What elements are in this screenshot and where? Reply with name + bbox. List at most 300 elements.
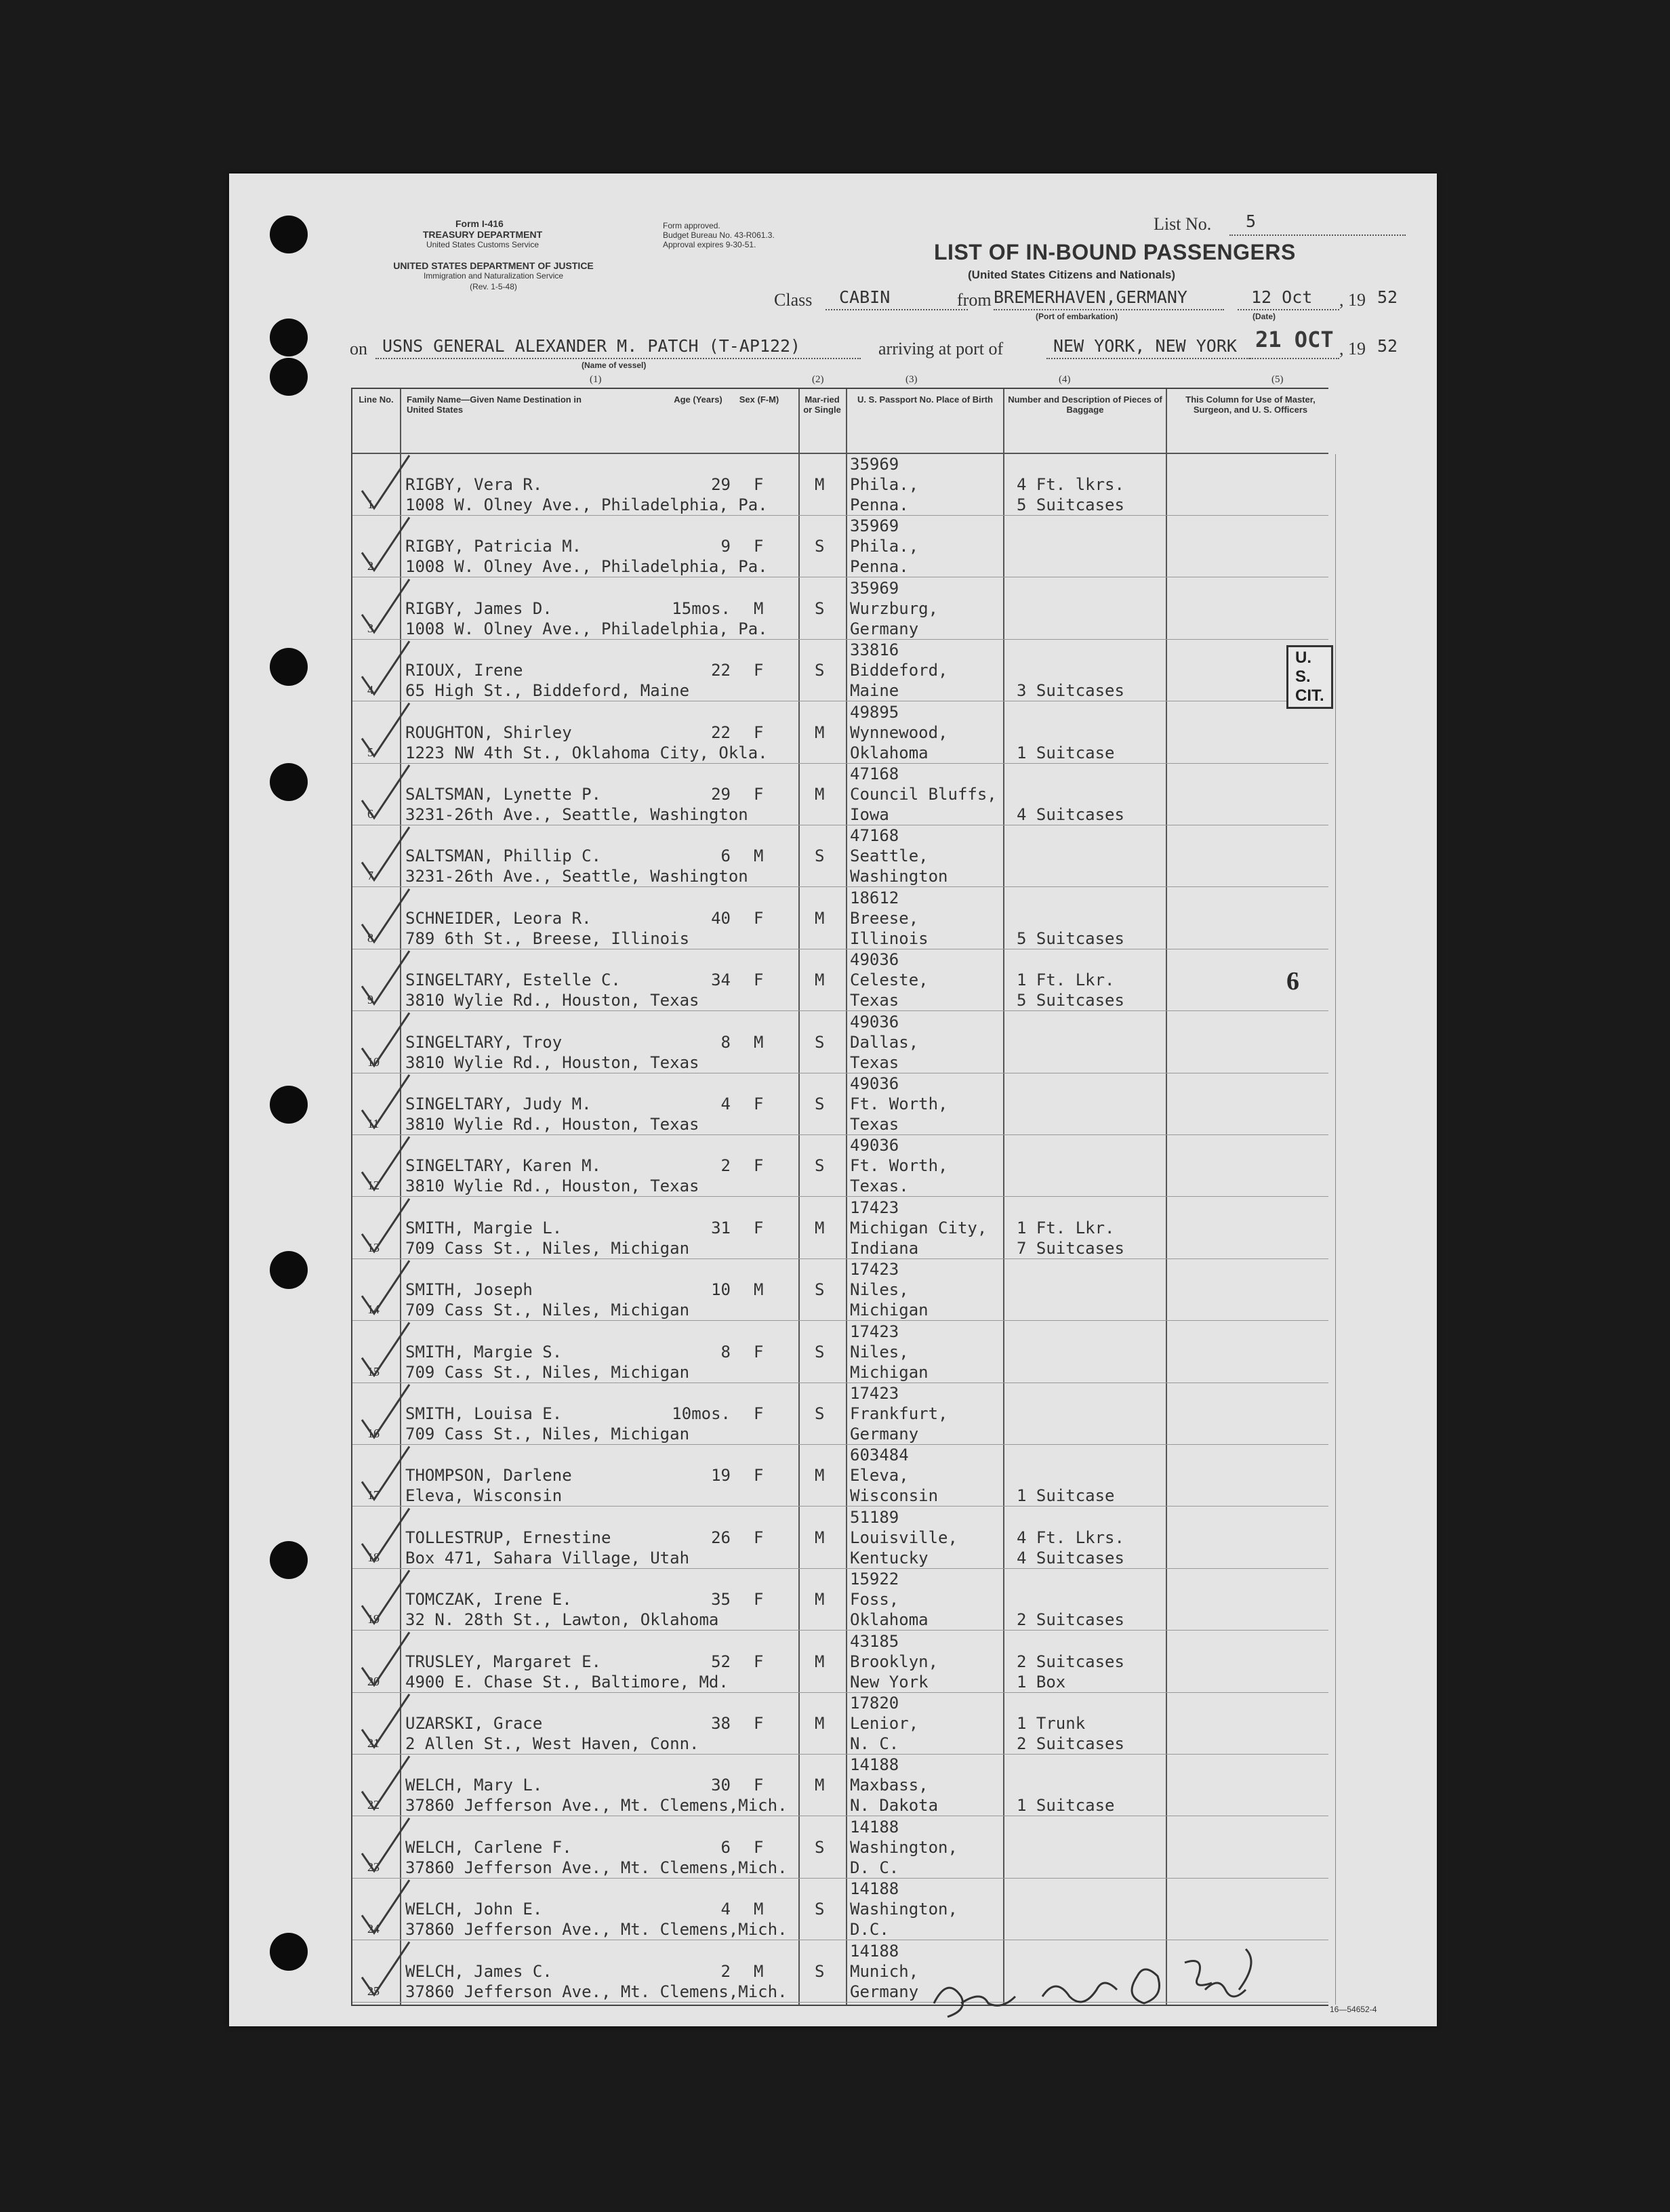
list-no-value: 5	[1246, 211, 1257, 231]
checkmark	[362, 1446, 409, 1499]
passenger-address: 1008 W. Olney Ave., Philadelphia, Pa.	[405, 557, 768, 577]
passenger-address: 1223 NW 4th St., Oklahoma City, Okla.	[405, 743, 768, 762]
birth-state: Iowa	[850, 805, 889, 824]
page-title: LIST OF IN-BOUND PASSENGERS	[934, 240, 1296, 264]
passenger-age: 52	[711, 1652, 731, 1671]
birth-state: Texas	[850, 1052, 899, 1072]
passenger-sex: F	[754, 1776, 764, 1795]
passport-number: 47168	[850, 826, 899, 846]
line-number: 14	[367, 1303, 380, 1317]
birth-state: Kentucky	[850, 1548, 929, 1568]
marital-status: M	[815, 475, 825, 494]
passport-number: 17423	[850, 1384, 899, 1403]
marital-status: S	[815, 1032, 825, 1052]
passenger-age: 22	[711, 661, 731, 680]
marital-status: S	[815, 1900, 825, 1919]
passport-number: 17423	[850, 1260, 899, 1279]
passenger-sex: F	[754, 1404, 764, 1423]
passenger-sex: F	[754, 1218, 764, 1237]
passenger-name: THOMPSON, Darlene	[405, 1466, 572, 1486]
baggage-line2: 5 Suitcases	[1017, 991, 1124, 1010]
passport-number: 17423	[850, 1197, 899, 1217]
passenger-sex: F	[754, 1837, 764, 1857]
line-number: 1	[367, 497, 373, 511]
marital-status: S	[815, 1280, 825, 1300]
passenger-age: 2	[720, 1156, 731, 1176]
passport-number: 35969	[850, 578, 899, 598]
marital-status: S	[815, 1837, 825, 1857]
form-approved: Form approved.	[663, 221, 720, 230]
birth-city: Ft. Worth,	[850, 1094, 948, 1113]
passport-number: 49036	[850, 1136, 899, 1155]
from-label: from	[957, 290, 992, 310]
passenger-address: 37860 Jefferson Ave., Mt. Clemens,Mich.	[405, 1920, 788, 1940]
checkmark	[362, 579, 409, 632]
line-number: 10	[367, 1054, 380, 1069]
passenger-address: 3810 Wylie Rd., Houston, Texas	[405, 991, 699, 1010]
passenger-age: 6	[720, 846, 731, 866]
marital-status: S	[815, 598, 825, 618]
birth-city: Wurzburg,	[850, 598, 939, 618]
arrival-port: NEW YORK, NEW YORK	[1053, 336, 1237, 356]
passenger-address: 37860 Jefferson Ave., Mt. Clemens,Mich.	[405, 1982, 788, 2001]
passenger-address: 709 Cass St., Niles, Michigan	[405, 1300, 690, 1320]
checkmark	[362, 1694, 409, 1747]
header-officers: This Column for Use of Master, Surgeon, and U. S. Officers	[1185, 394, 1316, 415]
passenger-name: SMITH, Margie L.	[405, 1218, 563, 1237]
passenger-age: 31	[711, 1218, 731, 1237]
header-name: Family Name—Given Name Destination in United States	[407, 394, 582, 415]
passport-number: 35969	[850, 516, 899, 536]
birth-state: New York	[850, 1672, 929, 1692]
line-number: 11	[367, 1117, 380, 1130]
handwritten-marks	[229, 173, 1437, 2026]
passenger-name: WELCH, John E.	[405, 1900, 543, 1919]
officer-count-mark: 6	[1286, 967, 1299, 996]
passenger-address: 37860 Jefferson Ave., Mt. Clemens,Mich.	[405, 1796, 788, 1816]
passenger-name: SALTSMAN, Lynette P.	[405, 785, 601, 804]
line-number: 17	[367, 1488, 380, 1502]
birth-state: Texas	[850, 991, 899, 1010]
arrival-date: 21 OCT	[1255, 327, 1334, 352]
marital-status: S	[815, 1404, 825, 1423]
passenger-address: 65 High St., Biddeford, Maine	[405, 681, 690, 701]
line-number: 18	[367, 1550, 380, 1564]
marital-status: S	[815, 1342, 825, 1361]
passenger-name: UZARSKI, Grace	[405, 1714, 543, 1733]
checkmark	[362, 1756, 409, 1809]
birth-state: Maine	[850, 681, 899, 701]
passenger-address: 3810 Wylie Rd., Houston, Texas	[405, 1176, 699, 1196]
passenger-address: Box 471, Sahara Village, Utah	[405, 1548, 690, 1568]
departure-date: 12 Oct	[1251, 287, 1313, 307]
departure-year: 52	[1377, 287, 1398, 307]
class-value: CABIN	[839, 287, 891, 307]
inspector-signature	[934, 1949, 1251, 2017]
passenger-age: 29	[711, 475, 731, 494]
birth-state: Oklahoma	[850, 1610, 929, 1630]
passport-number: 14188	[850, 1817, 899, 1837]
passenger-sex: F	[754, 537, 764, 556]
baggage-line1: 1 Trunk	[1017, 1714, 1086, 1733]
baggage-line2: 7 Suitcases	[1017, 1238, 1124, 1258]
passenger-name: WELCH, James C.	[405, 1961, 552, 1981]
birth-city: Munich,	[850, 1961, 919, 1981]
birth-city: Dallas,	[850, 1032, 919, 1052]
passenger-age: 2	[720, 1961, 731, 1981]
birth-state: Washington	[850, 867, 948, 886]
passenger-age: 10mos.	[672, 1404, 731, 1423]
passenger-sex: F	[754, 475, 764, 494]
on-label: on	[350, 339, 367, 359]
col-number-2: (2)	[812, 374, 824, 385]
checkmark	[362, 827, 409, 880]
baggage-line2: 2 Suitcases	[1017, 1734, 1124, 1753]
passport-number: 14188	[850, 1879, 899, 1899]
checkmark	[362, 1509, 409, 1561]
checkmark	[362, 1261, 409, 1313]
passenger-sex: F	[754, 1466, 764, 1486]
passenger-age: 26	[711, 1528, 731, 1547]
birth-state: Oklahoma	[850, 743, 929, 762]
passenger-sex: F	[754, 1714, 764, 1733]
ins-service: Immigration and Naturalization Service	[423, 271, 564, 281]
passenger-name: RIGBY, Vera R.	[405, 475, 543, 494]
passenger-age: 15mos.	[672, 598, 731, 618]
marital-status: S	[815, 1961, 825, 1981]
marital-status: M	[815, 1590, 825, 1610]
passenger-sex: M	[754, 1900, 764, 1919]
col-number-1: (1)	[590, 374, 602, 385]
line-number: 23	[367, 1860, 380, 1874]
passenger-age: 40	[711, 908, 731, 928]
baggage-line2: 1 Box	[1017, 1672, 1066, 1692]
passenger-age: 19	[711, 1466, 731, 1486]
list-no-label: List No.	[1154, 214, 1212, 234]
baggage-line2: 5 Suitcases	[1017, 928, 1124, 948]
passenger-name: SINGELTARY, Judy M.	[405, 1094, 592, 1113]
passenger-age: 6	[720, 1837, 731, 1857]
passenger-name: SINGELTARY, Troy	[405, 1032, 563, 1052]
from-value: BREMERHAVEN,GERMANY	[994, 287, 1187, 307]
baggage-line2: 2 Suitcases	[1017, 1610, 1124, 1630]
line-number: 22	[367, 1798, 380, 1812]
passenger-name: SMITH, Joseph	[405, 1280, 533, 1300]
passenger-age: 8	[720, 1342, 731, 1361]
page-subtitle: (United States Citizens and Nationals)	[968, 268, 1176, 281]
header-line-no: Line No.	[359, 394, 394, 405]
line-number: 21	[367, 1736, 380, 1750]
passport-number: 49036	[850, 1012, 899, 1031]
checkmark	[362, 1136, 409, 1189]
checkmark	[362, 1075, 409, 1128]
port-caption: (Port of embarkation)	[1036, 312, 1118, 321]
checkmark	[362, 1818, 409, 1871]
passport-number: 49036	[850, 1074, 899, 1093]
passport-number: 49036	[850, 950, 899, 970]
passenger-name: TOMCZAK, Irene E.	[405, 1590, 572, 1610]
passenger-sex: F	[754, 970, 764, 990]
marital-status: M	[815, 1776, 825, 1795]
passenger-age: 29	[711, 785, 731, 804]
passport-number: 17820	[850, 1694, 899, 1713]
line-number: 24	[367, 1922, 380, 1936]
form-number: Form I-416	[455, 218, 504, 229]
birth-city: Maxbass,	[850, 1776, 929, 1795]
passport-number: 18612	[850, 888, 899, 907]
checkmark	[362, 951, 409, 1004]
line-number: 3	[367, 621, 373, 635]
passenger-address: 709 Cass St., Niles, Michigan	[405, 1362, 690, 1382]
justice-dept: UNITED STATES DEPARTMENT OF JUSTICE	[393, 260, 594, 271]
passenger-age: 22	[711, 722, 731, 742]
checkmark	[362, 1633, 409, 1685]
birth-state: N. C.	[850, 1734, 899, 1753]
passenger-address: 1008 W. Olney Ave., Philadelphia, Pa.	[405, 619, 768, 638]
birth-city: Washington,	[850, 1837, 958, 1857]
passenger-address: 3231-26th Ave., Seattle, Washington	[405, 805, 748, 824]
baggage-line1: 1 Ft. Lkr.	[1017, 1218, 1115, 1237]
marital-status: S	[815, 1156, 825, 1176]
line-number: 4	[367, 683, 373, 697]
header-age: Age (Years)	[674, 394, 722, 405]
us-citizen-stamp: U. S. CIT.	[1286, 645, 1333, 709]
approval-expires: Approval expires 9-30-51.	[663, 240, 756, 249]
year-label: , 19	[1339, 290, 1366, 310]
passport-number: 33816	[850, 640, 899, 660]
passenger-name: SMITH, Louisa E.	[405, 1404, 563, 1423]
passenger-address: 4900 E. Chase St., Baltimore, Md.	[405, 1672, 729, 1692]
line-number: 6	[367, 807, 373, 821]
line-number: 25	[367, 1984, 380, 1998]
birth-city: Niles,	[850, 1342, 909, 1361]
birth-city: Phila.,	[850, 537, 919, 556]
passport-number: 15922	[850, 1570, 899, 1589]
baggage-line2: 3 Suitcases	[1017, 681, 1124, 701]
treasury-dept: TREASURY DEPARTMENT	[422, 229, 543, 240]
passenger-age: 38	[711, 1714, 731, 1733]
birth-city: Foss,	[850, 1590, 899, 1610]
birth-city: Frankfurt,	[850, 1404, 948, 1423]
birth-city: Breese,	[850, 908, 919, 928]
baggage-line1: 4 Ft. Lkrs.	[1017, 1528, 1124, 1547]
birth-city: Phila.,	[850, 475, 919, 494]
class-label: Class	[774, 290, 813, 310]
passenger-sex: F	[754, 1156, 764, 1176]
passenger-sex: F	[754, 1342, 764, 1361]
baggage-line2: 5 Suitcases	[1017, 495, 1124, 514]
passenger-name: TOLLESTRUP, Ernestine	[405, 1528, 611, 1547]
col-number-4: (4)	[1059, 374, 1071, 385]
baggage-line2: 1 Suitcase	[1017, 743, 1115, 762]
line-number: 7	[367, 869, 373, 883]
marital-status: M	[815, 785, 825, 804]
passenger-address: 3810 Wylie Rd., Houston, Texas	[405, 1052, 699, 1072]
passenger-address: 789 6th St., Breese, Illinois	[405, 928, 690, 948]
passport-number: 43185	[850, 1631, 899, 1651]
passenger-age: 34	[711, 970, 731, 990]
birth-state: Wisconsin	[850, 1486, 939, 1506]
baggage-line1: 1 Ft. Lkr.	[1017, 970, 1115, 990]
passenger-address: 1008 W. Olney Ave., Philadelphia, Pa.	[405, 495, 768, 514]
marital-status: M	[815, 1652, 825, 1671]
passenger-sex: M	[754, 1961, 764, 1981]
passenger-name: TRUSLEY, Margaret E.	[405, 1652, 601, 1671]
birth-city: Lenior,	[850, 1714, 919, 1733]
baggage-line2: 4 Suitcases	[1017, 1548, 1124, 1568]
marital-status: S	[815, 537, 825, 556]
passenger-address: 32 N. 28th St., Lawton, Oklahoma	[405, 1610, 719, 1630]
checkmark	[362, 889, 409, 942]
marital-status: S	[815, 846, 825, 866]
baggage-line1: 2 Suitcases	[1017, 1652, 1124, 1671]
passenger-address: 2 Allen St., West Haven, Conn.	[405, 1734, 699, 1753]
birth-city: Brooklyn,	[850, 1652, 939, 1671]
passenger-name: SINGELTARY, Karen M.	[405, 1156, 601, 1176]
line-number: 5	[367, 745, 373, 759]
checkmark	[362, 765, 409, 818]
passenger-age: 10	[711, 1280, 731, 1300]
marital-status: M	[815, 1714, 825, 1733]
passenger-sex: F	[754, 1094, 764, 1113]
passenger-name: SMITH, Margie S.	[405, 1342, 563, 1361]
arriving-label: arriving at port of	[878, 339, 1004, 359]
col-number-3: (3)	[905, 374, 918, 385]
passport-number: 35969	[850, 455, 899, 474]
checkmark	[362, 1013, 409, 1066]
birth-state: D. C.	[850, 1858, 899, 1877]
marital-status: M	[815, 1466, 825, 1486]
checkmark	[362, 641, 409, 694]
checkmark	[362, 1942, 409, 1995]
passenger-sex: F	[754, 722, 764, 742]
passenger-name: RIGBY, Patricia M.	[405, 537, 582, 556]
passenger-name: SINGELTARY, Estelle C.	[405, 970, 621, 990]
passenger-address: 709 Cass St., Niles, Michigan	[405, 1238, 690, 1258]
passport-number: 47168	[850, 764, 899, 783]
checkmark	[362, 1199, 409, 1252]
passport-number: 603484	[850, 1446, 909, 1465]
birth-state: Michigan	[850, 1362, 929, 1382]
line-number: 12	[367, 1179, 380, 1193]
passenger-address: 709 Cass St., Niles, Michigan	[405, 1425, 690, 1443]
passenger-address: Eleva, Wisconsin	[405, 1486, 563, 1506]
checkmark	[362, 1880, 409, 1933]
passenger-age: 8	[720, 1032, 731, 1052]
marital-status: M	[815, 970, 825, 990]
birth-state: N. Dakota	[850, 1796, 939, 1816]
passenger-age: 35	[711, 1590, 731, 1610]
birth-state: Germany	[850, 1982, 919, 2001]
passenger-address: 3810 Wylie Rd., Houston, Texas	[405, 1115, 699, 1134]
passenger-address: 37860 Jefferson Ave., Mt. Clemens,Mich.	[405, 1858, 788, 1877]
vessel-name: USNS GENERAL ALEXANDER M. PATCH (T-AP122)	[382, 336, 801, 356]
birth-city: Council Bluffs,	[850, 785, 997, 804]
passport-number: 49895	[850, 702, 899, 722]
checkmark	[362, 455, 409, 508]
marital-status: S	[815, 1094, 825, 1113]
passenger-sex: M	[754, 1032, 764, 1052]
birth-state: Indiana	[850, 1238, 919, 1258]
birth-city: Seattle,	[850, 846, 929, 866]
passenger-name: SCHNEIDER, Leora R.	[405, 908, 592, 928]
checkmark	[362, 517, 409, 570]
passenger-name: RIOUX, Irene	[405, 661, 523, 680]
marital-status: S	[815, 661, 825, 680]
passenger-sex: M	[754, 598, 764, 618]
birth-city: Biddeford,	[850, 661, 948, 680]
passenger-name: ROUGHTON, Shirley	[405, 722, 572, 742]
header-sex: Sex (F-M)	[739, 394, 779, 405]
checkmark	[362, 703, 409, 756]
arrival-year-label: , 19	[1339, 339, 1366, 359]
marital-status: M	[815, 1528, 825, 1547]
checkmark	[362, 1323, 409, 1376]
passenger-sex: F	[754, 1528, 764, 1547]
birth-city: Wynnewood,	[850, 722, 948, 742]
line-number: 19	[367, 1612, 380, 1626]
birth-city: Niles,	[850, 1280, 909, 1300]
passport-number: 14188	[850, 1941, 899, 1961]
passenger-name: RIGBY, James D.	[405, 598, 552, 618]
birth-state: Penna.	[850, 495, 909, 514]
birth-state: Germany	[850, 1425, 919, 1443]
birth-state: Germany	[850, 619, 919, 638]
passenger-address: 3231-26th Ave., Seattle, Washington	[405, 867, 748, 886]
marital-status: M	[815, 908, 825, 928]
birth-state: Penna.	[850, 557, 909, 577]
passenger-name: SALTSMAN, Phillip C.	[405, 846, 601, 866]
footer-print-code: 16—54652-4	[1330, 2005, 1377, 2014]
passenger-sex: F	[754, 1590, 764, 1610]
manifest-page	[229, 173, 1437, 2026]
passenger-age: 4	[720, 1900, 731, 1919]
checkmark	[362, 1570, 409, 1623]
birth-state: Illinois	[850, 928, 929, 948]
birth-city: Washington,	[850, 1900, 958, 1919]
date-caption: (Date)	[1252, 312, 1276, 321]
marital-status: M	[815, 722, 825, 742]
birth-city: Ft. Worth,	[850, 1156, 948, 1176]
passenger-name: WELCH, Carlene F.	[405, 1837, 572, 1857]
birth-city: Louisville,	[850, 1528, 958, 1547]
passport-number: 14188	[850, 1755, 899, 1775]
vessel-caption: (Name of vessel)	[582, 361, 647, 370]
passenger-sex: M	[754, 1280, 764, 1300]
passenger-age: 4	[720, 1094, 731, 1113]
birth-city: Celeste,	[850, 970, 929, 990]
passport-number: 17423	[850, 1322, 899, 1341]
passenger-sex: F	[754, 661, 764, 680]
line-number: 20	[367, 1674, 380, 1688]
passenger-name: WELCH, Mary L.	[405, 1776, 543, 1795]
birth-state: Texas	[850, 1115, 899, 1134]
header-married: Mar-ried or Single	[803, 394, 841, 415]
line-number: 9	[367, 993, 373, 1007]
birth-city: Michigan City,	[850, 1218, 987, 1237]
passport-number: 51189	[850, 1507, 899, 1527]
line-number: 2	[367, 559, 373, 573]
budget-bureau: Budget Bureau No. 43-R061.3.	[663, 230, 775, 240]
marital-status: M	[815, 1218, 825, 1237]
birth-city: Eleva,	[850, 1466, 909, 1486]
baggage-line2: 1 Suitcase	[1017, 1486, 1115, 1506]
baggage-line1: 4 Ft. lkrs.	[1017, 475, 1124, 494]
line-number: 16	[367, 1427, 380, 1440]
checkmark	[362, 1385, 409, 1437]
header-baggage: Number and Description of Pieces of Baggage	[1008, 394, 1162, 415]
baggage-line2: 4 Suitcases	[1017, 805, 1124, 824]
